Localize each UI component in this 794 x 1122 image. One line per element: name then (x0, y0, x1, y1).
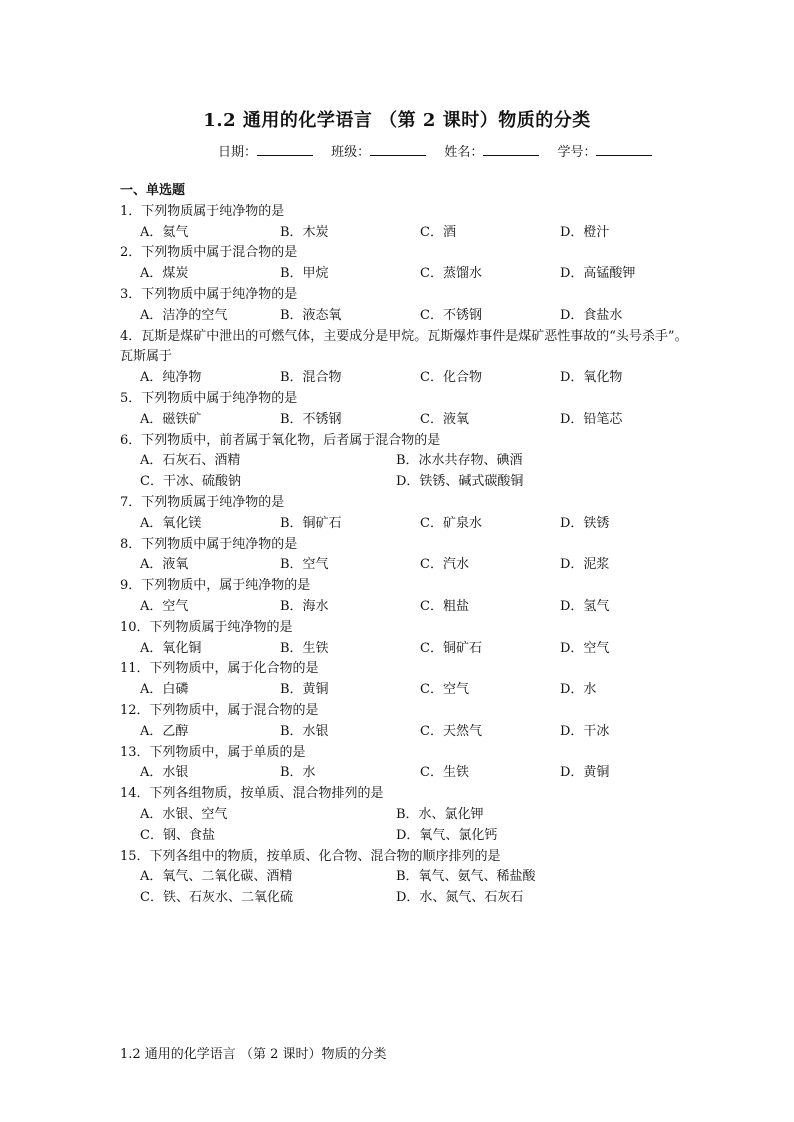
option-b: B．水、氯化钾 (396, 806, 484, 822)
option-b: B．氧气、氨气、稀盐酸 (396, 869, 536, 885)
option-b: B．黄铜 (280, 682, 329, 698)
question-5 (120, 389, 700, 431)
student-id-blank[interactable] (596, 143, 652, 156)
question-4 (120, 327, 700, 389)
option-c: C．酒 (420, 224, 456, 240)
question-stem: 2．下列物质中属于混合物的是 (120, 245, 298, 261)
option-b: B．海水 (280, 598, 329, 614)
option-a: A．石灰石、酒精 (140, 453, 241, 469)
option-a: A．洁净的空气 (140, 307, 228, 323)
option-d: D．铅笔芯 (560, 411, 623, 427)
question-options (120, 597, 700, 618)
question-list (120, 181, 700, 909)
question-stem: 5．下列物质中属于纯净物的是 (120, 390, 298, 406)
option-a: A．白磷 (140, 682, 189, 698)
option-c: C．空气 (420, 682, 469, 698)
question-stem: 12．下列物质中，属于混合物的是 (120, 702, 319, 718)
date-label: 日期： (218, 145, 258, 160)
option-b: B．铜矿石 (280, 515, 342, 531)
question-1 (120, 202, 700, 244)
question-stem: 4．瓦斯是煤矿中泄出的可燃气体，主要成分是甲烷。瓦斯爆炸事件是煤矿恶性事故的“头号杀手”。瓦斯属于 (120, 328, 688, 365)
question-options (120, 555, 700, 576)
option-c: C．液氧 (420, 411, 469, 427)
question-12 (120, 701, 700, 743)
option-b: B．木炭 (280, 224, 329, 240)
question-6 (120, 431, 700, 493)
question-stem: 8．下列物质中属于纯净物的是 (120, 536, 298, 552)
question-options (120, 722, 700, 743)
option-c: C．矿泉水 (420, 515, 482, 531)
option-a: A．乙醇 (140, 723, 189, 739)
question-11 (120, 659, 700, 701)
question-stem: 1．下列物质属于纯净物的是 (120, 203, 285, 219)
option-d: D．氧化物 (560, 370, 623, 386)
option-d: D．铁锈、碱式碳酸铜 (396, 474, 524, 490)
question-9 (120, 576, 700, 618)
question-stem: 14．下列各组物质，按单质、混合物排列的是 (120, 786, 384, 802)
question-options (120, 410, 700, 431)
option-a: A．磁铁矿 (140, 411, 202, 427)
question-stem: 3．下列物质中属于纯净物的是 (120, 286, 298, 302)
question-options (120, 763, 700, 784)
option-a: A．氦气 (140, 224, 189, 240)
question-options (120, 306, 700, 327)
question-7 (120, 493, 700, 535)
option-b: B．液态氧 (280, 307, 342, 323)
question-options (120, 639, 700, 660)
question-stem: 6．下列物质中，前者属于氧化物，后者属于混合物的是 (120, 432, 441, 448)
option-b: B．空气 (280, 557, 329, 573)
option-d: D．干冰 (560, 723, 610, 739)
option-b: B．不锈钢 (280, 411, 342, 427)
option-c: C．汽水 (420, 557, 469, 573)
option-b: B．甲烷 (280, 266, 329, 282)
question-8 (120, 535, 700, 577)
page-title: 1.2 通用的化学语言 （第 2 课时）物质的分类 (203, 110, 591, 131)
question-options (120, 472, 700, 493)
option-d: D．黄铜 (560, 765, 610, 781)
question-15 (120, 847, 700, 909)
option-a: A．水银、空气 (140, 806, 228, 822)
option-c: C．干冰、硫酸钠 (140, 474, 241, 490)
question-options (120, 368, 700, 389)
page-footer: 1.2 通用的化学语言 （第 2 课时）物质的分类 (120, 1047, 387, 1062)
question-10 (120, 618, 700, 660)
option-d: D．水 (560, 682, 597, 698)
student-info-line (218, 141, 666, 160)
option-b: B．水 (280, 765, 316, 781)
option-c: C．蒸馏水 (420, 266, 482, 282)
option-d: D．水、氮气、石灰石 (396, 890, 524, 906)
question-stem: 9．下列物质中，属于纯净物的是 (120, 578, 311, 594)
option-b: B．混合物 (280, 370, 342, 386)
question-14 (120, 784, 700, 846)
option-a: A．液氧 (140, 557, 189, 573)
question-2 (120, 243, 700, 285)
option-a: A．氧化镁 (140, 515, 202, 531)
option-a: A．水银 (140, 765, 189, 781)
option-c: C．生铁 (420, 765, 469, 781)
question-options (120, 680, 700, 701)
question-options (120, 888, 700, 909)
option-a: A．纯净物 (140, 370, 202, 386)
option-c: C．天然气 (420, 723, 482, 739)
date-blank[interactable] (257, 143, 313, 156)
option-c: C．铁、石灰水、二氧化硫 (140, 890, 293, 906)
option-d: D．氢气 (560, 598, 610, 614)
option-c: C．不锈钢 (420, 307, 482, 323)
question-stem: 15．下列各组中的物质，按单质、化合物、混合物的顺序排列的是 (120, 848, 501, 864)
question-options (120, 805, 700, 826)
question-options (120, 451, 700, 472)
option-b: B．生铁 (280, 640, 329, 656)
option-d: D．氧气、氯化钙 (396, 827, 498, 843)
class-label: 班级： (331, 145, 371, 160)
option-d: D．食盐水 (560, 307, 623, 323)
option-a: A．氧化铜 (140, 640, 202, 656)
option-a: A．煤炭 (140, 266, 189, 282)
question-options (120, 223, 700, 244)
name-label: 姓名： (444, 145, 484, 160)
question-stem: 11．下列物质中，属于化合物的是 (120, 661, 319, 677)
question-options (120, 826, 700, 847)
option-c: C．化合物 (420, 370, 482, 386)
question-options (120, 867, 700, 888)
student-id-label: 学号： (557, 145, 597, 160)
question-stem: 7．下列物质属于纯净物的是 (120, 494, 285, 510)
section-title: 一、单选题 (120, 183, 186, 198)
option-d: D．泥浆 (560, 557, 610, 573)
option-d: D．空气 (560, 640, 610, 656)
option-d: D．橙汁 (560, 224, 610, 240)
option-a: A．氧气、二氧化碳、酒精 (140, 869, 293, 885)
question-stem: 10．下列物质属于纯净物的是 (120, 619, 293, 635)
question-3 (120, 285, 700, 327)
question-options (120, 264, 700, 285)
question-stem: 13．下列物质中，属于单质的是 (120, 744, 306, 760)
option-c: C．粗盐 (420, 598, 469, 614)
name-blank[interactable] (483, 143, 539, 156)
option-d: D．高锰酸钾 (560, 266, 636, 282)
question-options (120, 514, 700, 535)
option-a: A．空气 (140, 598, 189, 614)
option-b: B．冰水共存物、碘酒 (396, 453, 523, 469)
option-b: B．水银 (280, 723, 329, 739)
question-13 (120, 743, 700, 785)
option-d: D．铁锈 (560, 515, 610, 531)
class-blank[interactable] (370, 143, 426, 156)
option-c: C．钢、食盐 (140, 827, 215, 843)
option-c: C．铜矿石 (420, 640, 482, 656)
